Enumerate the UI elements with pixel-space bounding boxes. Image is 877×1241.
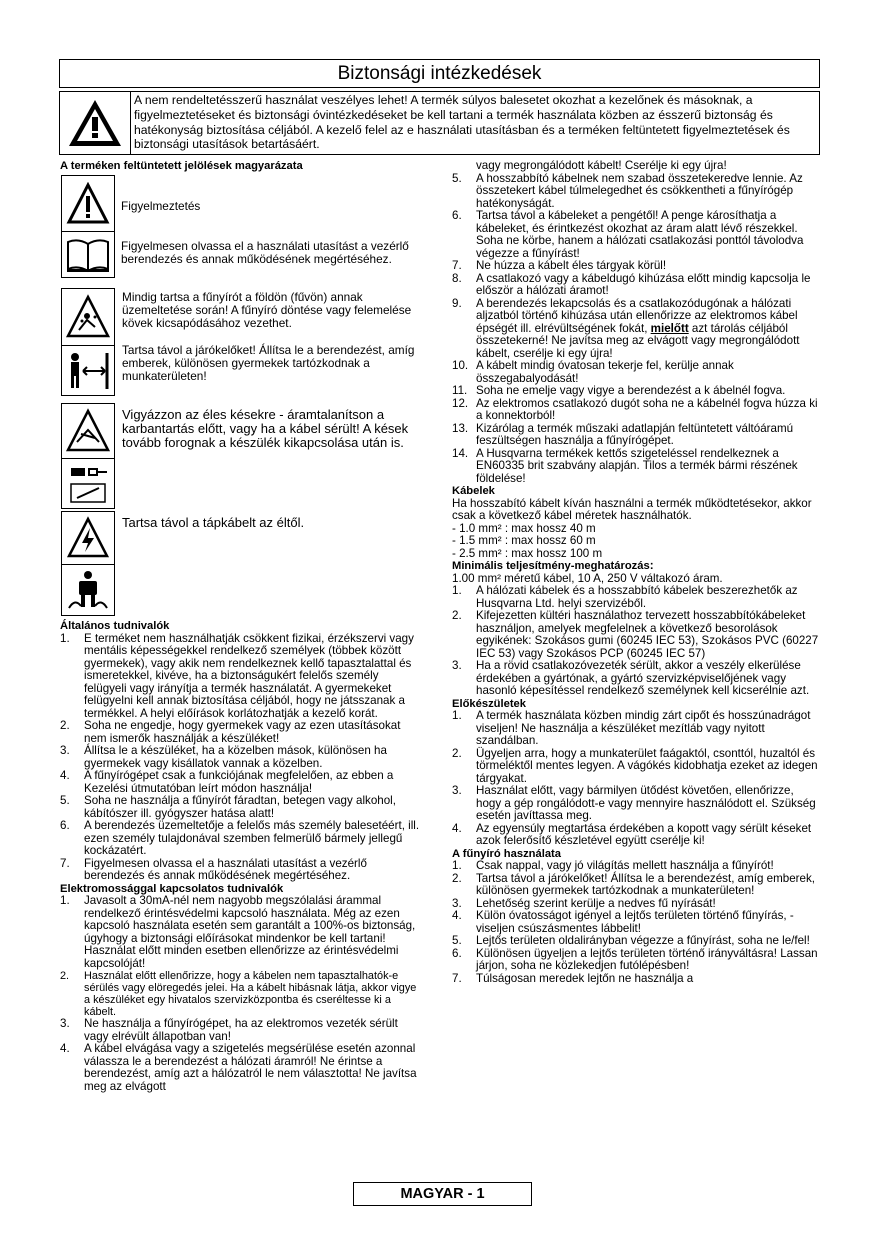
symbols-heading: A terméken feltüntetett jelölések magyarázata: [60, 160, 303, 172]
warning-symbol-icon: [62, 176, 114, 232]
distance-symbol-label: Tartsa távol a járókelőket! Állítsa le a berendezést, amíg emberek, különösen gyermekek tartózkodnak a munkaterületen!: [122, 343, 415, 384]
min-spec-text: 1.00 mm² méretű kábel, 10 A, 250 V váltakozó áram.: [452, 571, 723, 585]
list-item: 5. Soha ne használja a fűnyírót fáradtan, betegen vagy alkohol, kábítószer ill. gyógyszer hatása alatt!: [60, 794, 396, 820]
list-item: 5. Lejtős területen oldalirányban végezze a fűnyírást, soha ne le/fel!: [452, 934, 810, 947]
list-item: 3. Lehetőség szerint kerülje a nedves fű nyírását!: [452, 896, 716, 910]
electrical-list-continued: [452, 173, 820, 486]
electrical-list: [60, 895, 422, 1093]
cables-text: Ha hosszabító kábelt kíván használni a termék működtetésekor, akkor csak a következő kábel méretek használhatók.: [452, 496, 812, 522]
warning-symbol-label: Figyelmeztetés: [121, 199, 201, 213]
min-spec-list: [452, 585, 820, 698]
mower-use-list: [452, 860, 820, 985]
list-item: 4. Az egyensúly megtartása érdekében a kopott vagy sérült késeket azok felerősítő készletével együtt cserélje ki!: [452, 821, 812, 847]
list-item: 3. Ha a rövid csatlakozóvezeték sérült, akkor a veszély elkerülése érdekében a gyártónak, a gyártó szervizképviselőjének vagy hasonló képesítéssel rendelkező személynek kell kicserélnie azt.: [452, 659, 810, 697]
list-item: 2. Tartsa távol a járókelőket! Állítsa le a berendezést, amíg emberek, különösen gyermekek tartózkodnak a munkaterületen!: [452, 871, 815, 897]
list-item: 7. Ne húzza a kábelt éles tárgyak körül!: [452, 259, 667, 272]
right-column: vagy megrongálódott kábelt! Cserélje ki egy újra! 5. A hosszabbító kábelnek nem szabad összetekeredve lennie. Az összetekert kábel túlmelegedhet és csökkentheti a fűnyírógép hatékonyságát. 6. Tartsa távol a kábeleket a pengétől! A penge károsíthatja a kábeleket, és érintkezést okozhat az áram alatt lévő részekkel. Soha ne körbe, hanem a hálózati csatlakozási ponttól távolodva végezze a fűnyírást! 7. Ne húzza a kábelt éles tárgyak körül! 8. A csatlakozó vagy a kábeldugó kihúzása előtt mindig kapcsolja le először a hálózati áramot! 9. A berendezés lekapcsolás és a csatlakozódugónak a hálózati aljzatból történő kihúzása után ellenőrizze az elektromos kábel épségét ill. elrévültségének fokát, mielőtt azt tárolás céljából összetekerné! Ne javítsa meg az elvágott vagy megrongálódott kábelt, cserélje ki egy újra! 10. A kábelt mindig óvatosan tekerje fel, kerülje annak összegabalyodását! 11. Soha ne emelje vagy vigye a berendezést a k ábelnél fogva. 12. Az elektromos csatlakozó dugót soha ne a kábelnél fogva húzza ki a konnektorból! 13. Kizárólag a termék műszaki adatlapján feltüntetett váltóáramú feszültségen használja a fűnyírógépet. 14. A Husqvarna termékek kettős szigeteléssel rendelkeznek a EN60335 brit szabvány alapján. Tilos a termék bármi részének földelése! Kábelek Ha hosszabító kábelt kíván használni a termék működtetésekor, akkor csak a következő kábel méretek használhatók. - 1.0 mm² : max hossz 40 m - 1.5 mm² : max hossz 60 m - 2.5 mm² : max hossz 100 m Minimális teljesítmény-meghatározás: 1.00 mm² méretű kábel, 10 A, 250 V váltakozó áram. 1. A hálózati kábelek és a hosszabbító kábelek beszerezhetők az Husqvarna Ltd. helyi szervizéből. 2. Kifejezetten kültéri használathoz tervezett hosszabbítókábeleket használjon, amelyek megfelelnek a következő besorolások egyikének: Szokásos gumi (60245 IEC 53), Szokásos PVC (60227 IEC 53) vagy Szokásos PCP (60245 IEC 57) 3. Ha a rövid csatlakozóvezeték sérült, akkor a veszély elkerülése érdekében a gyártónak, a gyártó szervizképviselőjének vagy hasonló képesítéssel rendelkező személynek kell kicserélnie azt. Előkészületek 1. A termék használata közben mindig zárt cipőt és hosszúnadrágot viseljen! Ne használja a készüléket mezítláb vagy nyitott szandálban. 2. Ügyeljen arra, hogy a munkaterület faágaktól, csonttól, huzaltól és törmeléktől mentes legyen. A vágókés kidobhatja ezeket az idegen tárgyakat. 3. Használat előtt, vagy bármilyen ütődést követően, ellenőrizze, hogy a gép rongálódott-e vagy mennyire használódott el. Szükség esetén javíttassa meg. 4. Az egyensúly megtartása érdekében a kopott vagy sérült késeket azok felerősítő készletével együtt cserélje ki! A fűnyíró használata 1. Csak nappal, vagy jó világítás mellett használja a fűnyírót! 2. Tartsa távol a járókelőket! Állítsa le a berendezést, amíg emberek, különösen gyermekek tartózkodnak a munkaterületen! 3. Lehetőség szerint kerülje a nedves fű nyírását! 4. Külön óvatosságot igényel a lejtős területen történő fűnyírás, - viseljen csúszásmentes lábbelit! 5. Lejtős területen oldalirányban végezze a fűnyírást, soha ne le/fel! 6. Különösen ügyeljen a lejtős területen történő irányváltásra! Lassan járjon, soha ne közlekedjen futólépésben! 7. Túlságosan meredek lejtőn ne használja a: [452, 159, 819, 985]
general-section: [60, 620, 422, 1093]
list-item: 6. Tartsa távol a kábeleket a pengétől! A penge károsíthatja a kábeleket, és érintkezést okozhat az áram alatt lévő részekkel. Soha ne körbe, hanem a hálózati csatlakozási ponttól távolodva végezze a fűnyírást!: [452, 209, 804, 260]
list-item: 12. Az elektromos csatlakozó dugót soha ne a kábelnél fogva húzza ki a konnektorból!: [452, 396, 818, 422]
cable-symbol-label: Tartsa távol a tápkábelt az éltől.: [122, 515, 305, 530]
list-item: 5. A hosszabbító kábelnek nem szabad összetekeredve lennie. Az összetekert kábel túlmelegedhet és csökkentheti a fűnyírógép hatékonyságát.: [452, 171, 803, 210]
ground-symbol-label: Mindig tartsa a fűnyírót a földön (fűvön) annak üzemeltetése során! A fűnyíró döntése vagy felemelése kövek kicsapódásához vezethet.: [122, 290, 412, 331]
electric-shock-icon: [62, 512, 114, 565]
list-item: 6. Különösen ügyeljen a lejtős területen történő irányváltásra! Lassan járjon, soha ne közlekedjen futólépésben!: [452, 946, 818, 972]
thrown-objects-icon: [62, 289, 114, 346]
list-item: 6. A berendezés üzemeltetője a felelős más személy balesetéért, ill. ezen személy tulajdonával szemben felmerülő bármely jellegű kockázatért.: [60, 819, 420, 857]
list-item: 1. E terméket nem használhatják csökkent fizikai, érzékszervi vagy mentális képességekkel rendelkező személyek (többek között gyermekek), vagy akik nem rendelkeznek kellő tapasztalattal és ismeretekkel, kivéve, ha a biztonságukért felelős személy felügyeli vagy irányítja a termék használatát. A gyermekeket felügyelni kell annak biztosítása céljából, hogy ne játsszanak a termékkel. A helyi előírások korlátozhatják a kezelő korát.: [60, 631, 414, 720]
general-list: [60, 633, 422, 883]
page-footer: MAGYAR - 1: [353, 1182, 532, 1206]
list-item: 7. Figyelmesen olvassa el a használati utasítást a vezérlő berendezés és annak működésének megértéséhez.: [60, 856, 367, 882]
list-item: 3. Használat előtt, vagy bármilyen ütődést követően, ellenőrizze, hogy a gép rongálódott-e vagy mennyire használódott el. Szükség esetén javíttassa meg.: [452, 784, 816, 822]
cable-size: - 2.5 mm² : max hossz 100 m: [452, 546, 603, 560]
symbol-group-4: [61, 511, 115, 616]
preparation-heading: Előkészületek: [452, 697, 526, 710]
manual-book-icon: [62, 232, 114, 277]
general-heading: Általános tudnivalók: [60, 620, 170, 632]
electrical-heading: Elektromossággal kapcsolatos tudnivalók: [60, 882, 284, 895]
mower-use-heading: A fűnyíró használata: [452, 847, 561, 860]
cable-away-icon: [62, 565, 114, 615]
list-item: 2. Ügyeljen arra, hogy a munkaterület faágaktól, csonttól, huzaltól és törmeléktől mentes legyen. A vágókés kidobhatja ezeket az idegen tárgyakat.: [452, 746, 818, 785]
list-item: 7. Túlságosan meredek lejtőn ne használja a: [452, 971, 694, 985]
list-item: 3. Állítsa le a készüléket, ha a közelben mások, különösen ha gyermekek vagy kisállatok vannak a közelben.: [60, 744, 387, 770]
preparation-list: [452, 710, 820, 848]
list-item: 14. A Husqvarna termékek kettős szigeteléssel rendelkeznek a EN60335 brit szabvány alapján. Tilos a termék bármi részének földelése!: [452, 446, 798, 485]
underlined-word: mielőtt: [650, 321, 689, 335]
list-item: 1. Csak nappal, vagy jó világítás mellett használja a fűnyírót!: [452, 859, 774, 872]
keep-distance-icon: [62, 346, 114, 395]
list-item: 1. Javasolt a 30mA-nél nem nagyobb megszólalási árammal rendelkező érintésvédelmi kapcsoló használata. Még az ezen kapcsoló használata esetén sem garantált a 100%-os biztonság, úgyhogy a biztonsági előírásokat mindenkor be kell tartani! Használat előtt minden esetben ellenőrizze az érintésvédelmi kapcsolóját!: [60, 894, 416, 970]
list-item: 2. Használat előtt ellenőrizze, hogy a kábelen nem tapasztalhatók-e sérülés vagy elöregedés jelei. Ha a kábelt hibásnak látja, akkor vigye a készüléket egy hivatalos szervizközpontba és cseréltesse ki a kábelt.: [60, 970, 417, 1018]
list-item: 1. A termék használata közben mindig zárt cipőt és hosszúnadrágot viseljen! Ne használja a készüléket mezítláb vagy nyitott szandálban.: [452, 709, 811, 747]
left-column: [60, 160, 420, 173]
warning-triangle-icon: [60, 92, 131, 154]
page-title: Biztonsági intézkedések: [59, 59, 820, 88]
safety-warning-box: [59, 91, 820, 155]
list-item: 4. A fűnyírógépet csak a funkciójának megfelelően, az ebben a Kezelési útmutatóban leírt módon használja!: [60, 769, 394, 795]
list-item: 4. Külön óvatosságot igényel a lejtős területen történő fűnyírás, - viseljen csúszásmentes lábbelit!: [452, 909, 794, 935]
manual-symbol-label: Figyelmesen olvassa el a használati utasítást a vezérlő berendezés és annak működésének megértéséhez.: [121, 239, 409, 267]
list-item: 3. Ne használja a fűnyírógépet, ha az elektromos vezeték sérült vagy elrévült állapotban van!: [60, 1017, 398, 1043]
list-item: 13. Kizárólag a termék műszaki adatlapján feltüntetett váltóáramú feszültségen használja a fűnyírógépet.: [452, 421, 794, 447]
list-item: 8. A csatlakozó vagy a kábeldugó kihúzása előtt mindig kapcsolja le először a hálózati áramot!: [452, 271, 811, 297]
unplug-cable-icon: [62, 459, 114, 508]
cable-size: - 1.0 mm² : max hossz 40 m: [452, 521, 596, 535]
symbol-group-2: [61, 288, 115, 396]
list-item: 2. Soha ne engedje, hogy gyermekek vagy az ezen utasításokat nem ismerők használják a készüléket!: [60, 719, 401, 745]
sharp-blades-icon: [62, 404, 114, 459]
min-spec-heading: Minimális teljesítmény-meghatározás: [452, 560, 650, 572]
symbol-group-1: [61, 175, 115, 278]
list-item: 11. Soha ne emelje vagy vigye a berendezést a k ábelnél fogva.: [452, 384, 786, 397]
cables-heading: Kábelek: [452, 485, 495, 497]
warning-text: A nem rendeltetésszerű használat veszélyes lehet! A termék súlyos balesetet okozhat a kezelőnek és másoknak, a figyelmeztetéseket és biztonsági óvintézkedéseket be kell tartani a termék használata közben az ésszerű biztonság és hatékonyság biztosítása céljából. A kezelő felel az e használati utasításban és a terméken feltüntetett figyelmeztetések és biztonsági utasítások betartásáért.: [134, 93, 790, 152]
list-item: 2. Kifejezetten kültéri használathoz tervezett hosszabbítókábeleket használjon, amelyek megfelelnek a következő besorolások egyikének: Szokásos gumi (60245 IEC 53), Szokásos PVC (60227 IEC 53) vagy Szokásos PCP (60245 IEC 57): [452, 609, 819, 660]
cable-size: - 1.5 mm² : max hossz 60 m: [452, 534, 596, 547]
list-item: 9. A berendezés lekapcsolás és a csatlakozódugónak a hálózati aljzatból történő kihúzása után ellenőrizze az elektromos kábel épségét ill. elrévültségének fokát, mielőtt azt tárolás céljából összetekerné! Ne javítsa meg az elvágott vagy megrongálódott kábelt, cserélje ki egy újra!: [452, 296, 800, 360]
list-item: 4. A kábel elvágása vagy a szigetelés megsérülése esetén azonnal válassza le a berendezést a hálózati áramról! Ne érintse a berendezést, amíg azt a hálózatról le nem választotta! Ne javítsa meg az elvágott: [60, 1042, 417, 1093]
blades-symbol-label: Vigyázzon az éles késekre - áramtalanítson a karbantartás előtt, vagy ha a kábel sérült! A kések tovább forognak a készülék kikapcsolása után is.: [122, 407, 409, 451]
list-item: 10. A kábelt mindig óvatosan tekerje fel, kerülje annak összegabalyodását!: [452, 359, 734, 385]
list-item: 1. A hálózati kábelek és a hosszabbító kábelek beszerezhetők az Husqvarna Ltd. helyi szervizéből.: [452, 584, 798, 610]
symbol-group-3: [61, 403, 115, 509]
continued-text: vagy megrongálódott kábelt! Cserélje ki egy újra!: [476, 159, 727, 172]
